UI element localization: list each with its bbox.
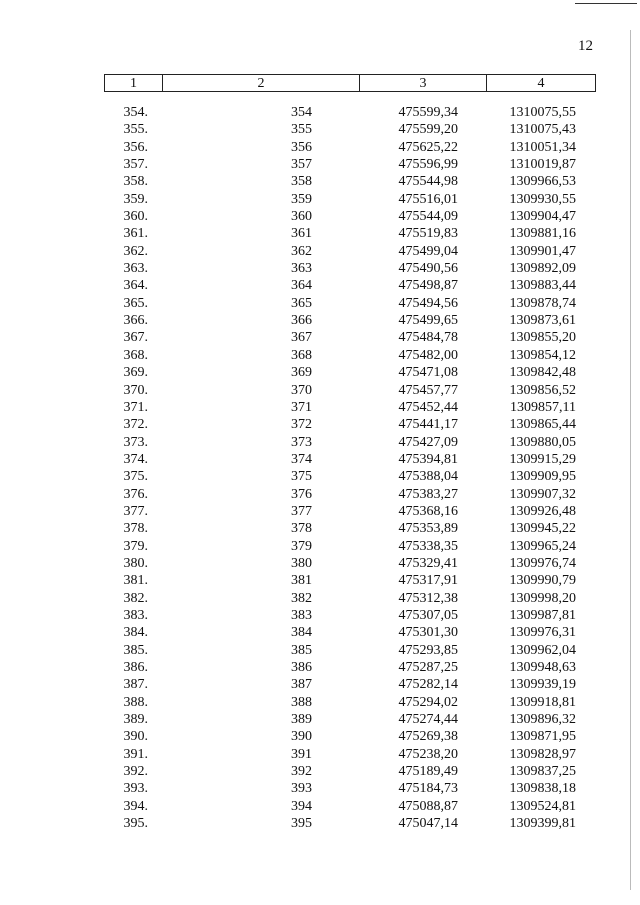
y-coordinate-cell: 1309918,81 — [509, 694, 576, 710]
row-number-cell: 395. — [123, 816, 148, 832]
point-id-cell: 385 — [291, 642, 312, 658]
row-number-cell: 379. — [123, 538, 148, 554]
point-id-cell: 367 — [291, 330, 312, 346]
x-coordinate-cell: 475388,04 — [398, 469, 458, 485]
table-row — [104, 572, 596, 589]
x-coordinate-cell: 475293,85 — [398, 642, 458, 658]
table-row — [104, 382, 596, 399]
table-row — [104, 312, 596, 329]
x-coordinate-cell: 475282,14 — [398, 677, 458, 693]
table-row — [104, 815, 596, 832]
table-row — [104, 520, 596, 537]
y-coordinate-cell: 1309865,44 — [509, 417, 576, 433]
x-coordinate-cell: 475394,81 — [398, 451, 458, 467]
row-number-cell: 365. — [123, 295, 148, 311]
point-id-cell: 358 — [291, 174, 312, 190]
row-number-cell: 363. — [123, 261, 148, 277]
table-row — [104, 434, 596, 451]
point-id-cell: 354 — [291, 105, 312, 120]
point-id-cell: 386 — [291, 660, 312, 675]
y-coordinate-cell: 1309930,55 — [509, 191, 576, 207]
row-number-cell: 369. — [123, 365, 148, 381]
x-coordinate-cell: 475441,17 — [398, 417, 458, 433]
y-coordinate-cell: 1309966,53 — [509, 174, 576, 190]
point-id-cell: 361 — [291, 226, 312, 242]
x-coordinate-cell: 475353,89 — [398, 521, 458, 537]
point-id-cell: 378 — [291, 521, 312, 537]
x-coordinate-cell: 475338,35 — [398, 538, 458, 554]
point-id-cell: 387 — [291, 677, 312, 693]
table-row — [104, 538, 596, 555]
point-id-cell: 393 — [291, 781, 312, 797]
y-coordinate-cell: 1309990,79 — [509, 573, 576, 589]
point-id-cell: 383 — [291, 607, 312, 623]
point-id-cell: 377 — [291, 503, 312, 519]
y-coordinate-cell: 1309962,04 — [509, 642, 576, 658]
row-number-cell: 387. — [123, 677, 148, 693]
x-coordinate-cell: 475317,91 — [398, 573, 458, 589]
top-rule — [575, 3, 637, 4]
row-number-cell: 380. — [123, 555, 148, 571]
row-number-cell: 388. — [123, 694, 148, 710]
y-coordinate-cell: 1309880,05 — [509, 434, 576, 450]
row-number-cell: 383. — [123, 607, 148, 623]
x-coordinate-cell: 475238,20 — [398, 746, 458, 762]
x-coordinate-cell: 475274,44 — [398, 712, 458, 728]
y-coordinate-cell: 1310075,55 — [509, 105, 576, 120]
table-row — [104, 555, 596, 572]
x-coordinate-cell: 475088,87 — [398, 798, 458, 814]
y-coordinate-cell: 1309838,18 — [509, 781, 576, 797]
y-coordinate-cell: 1309896,32 — [509, 712, 576, 728]
x-coordinate-cell: 475452,44 — [398, 399, 458, 415]
x-coordinate-cell: 475307,05 — [398, 607, 458, 623]
row-number-cell: 378. — [123, 521, 148, 537]
point-id-cell: 394 — [291, 798, 312, 814]
scan-edge-line — [630, 30, 631, 890]
y-coordinate-cell: 1309828,97 — [509, 746, 576, 762]
table-row — [104, 798, 596, 815]
y-coordinate-cell: 1309926,48 — [509, 503, 576, 519]
x-coordinate-cell: 475625,22 — [398, 139, 458, 155]
point-id-cell: 363 — [291, 261, 312, 277]
point-id-cell: 360 — [291, 209, 312, 225]
table-row — [104, 590, 596, 607]
y-coordinate-cell: 1309907,32 — [509, 486, 576, 502]
x-coordinate-cell: 475484,78 — [398, 330, 458, 346]
table-row — [104, 329, 596, 346]
point-id-cell: 356 — [291, 139, 312, 155]
x-coordinate-cell: 475457,77 — [398, 382, 458, 398]
table-row — [104, 694, 596, 711]
y-coordinate-cell: 1309842,48 — [509, 365, 576, 381]
table-row — [104, 486, 596, 503]
row-number-cell: 386. — [123, 660, 148, 675]
row-number-cell: 381. — [123, 573, 148, 589]
row-number-cell: 385. — [123, 642, 148, 658]
row-number-cell: 377. — [123, 503, 148, 519]
row-number-cell: 366. — [123, 313, 148, 329]
point-id-cell: 391 — [291, 746, 312, 762]
table-row — [104, 225, 596, 242]
x-coordinate-cell: 475596,99 — [398, 157, 458, 173]
point-id-cell: 384 — [291, 625, 312, 641]
y-coordinate-cell: 1309857,11 — [510, 399, 576, 415]
table-row — [104, 156, 596, 173]
x-coordinate-cell: 475499,65 — [398, 313, 458, 329]
y-coordinate-cell: 1309883,44 — [509, 278, 576, 294]
table-row — [104, 468, 596, 485]
point-id-cell: 392 — [291, 764, 312, 780]
x-coordinate-cell: 475519,83 — [398, 226, 458, 242]
y-coordinate-cell: 1309854,12 — [509, 347, 576, 363]
column-header-1: 1 — [105, 75, 163, 91]
y-coordinate-cell: 1310075,43 — [509, 122, 576, 138]
x-coordinate-cell: 475294,02 — [398, 694, 458, 710]
table-row — [104, 243, 596, 260]
x-coordinate-cell: 475368,16 — [398, 503, 458, 519]
y-coordinate-cell: 1309855,20 — [509, 330, 576, 346]
table-row — [104, 364, 596, 381]
table-row — [104, 191, 596, 208]
row-number-cell: 376. — [123, 486, 148, 502]
x-coordinate-cell: 475287,25 — [398, 660, 458, 675]
table-row — [104, 676, 596, 693]
point-id-cell: 368 — [291, 347, 312, 363]
point-id-cell: 374 — [291, 451, 312, 467]
row-number-cell: 382. — [123, 590, 148, 606]
y-coordinate-cell: 1309909,95 — [509, 469, 576, 485]
row-number-cell: 391. — [123, 746, 148, 762]
y-coordinate-cell: 1309976,31 — [509, 625, 576, 641]
page-number: 12 — [578, 38, 593, 54]
point-id-cell: 375 — [291, 469, 312, 485]
point-id-cell: 388 — [291, 694, 312, 710]
point-id-cell: 369 — [291, 365, 312, 381]
y-coordinate-cell: 1309524,81 — [509, 798, 576, 814]
table-row — [104, 260, 596, 277]
x-coordinate-cell: 475544,98 — [398, 174, 458, 190]
table-row — [104, 728, 596, 745]
row-number-cell: 372. — [123, 417, 148, 433]
x-coordinate-cell: 475047,14 — [398, 816, 458, 832]
point-id-cell: 373 — [291, 434, 312, 450]
point-id-cell: 370 — [291, 382, 312, 398]
table-row — [104, 208, 596, 225]
row-number-cell: 371. — [123, 399, 148, 415]
x-coordinate-cell: 475498,87 — [398, 278, 458, 294]
row-number-cell: 354. — [123, 105, 148, 120]
y-coordinate-cell: 1309939,19 — [509, 677, 576, 693]
row-number-cell: 375. — [123, 469, 148, 485]
table-row — [104, 277, 596, 294]
row-number-cell: 358. — [123, 174, 148, 190]
point-id-cell: 381 — [291, 573, 312, 589]
table-row — [104, 399, 596, 416]
table-row — [104, 104, 596, 121]
row-number-cell: 359. — [123, 191, 148, 207]
row-number-cell: 374. — [123, 451, 148, 467]
point-id-cell: 380 — [291, 555, 312, 571]
x-coordinate-cell: 475516,01 — [398, 191, 458, 207]
point-id-cell: 379 — [291, 538, 312, 554]
row-number-cell: 368. — [123, 347, 148, 363]
x-coordinate-cell: 475599,34 — [398, 105, 458, 120]
table-row — [104, 780, 596, 797]
y-coordinate-cell: 1310051,34 — [509, 139, 576, 155]
row-number-cell: 393. — [123, 781, 148, 797]
y-coordinate-cell: 1309399,81 — [509, 816, 576, 832]
y-coordinate-cell: 1309837,25 — [509, 764, 576, 780]
point-id-cell: 371 — [291, 399, 312, 415]
point-id-cell: 376 — [291, 486, 312, 502]
y-coordinate-cell: 1309856,52 — [509, 382, 576, 398]
table-body — [104, 104, 596, 832]
y-coordinate-cell: 1309948,63 — [509, 660, 576, 675]
y-coordinate-cell: 1309878,74 — [509, 295, 576, 311]
y-coordinate-cell: 1309881,16 — [509, 226, 576, 242]
table-row — [104, 121, 596, 138]
x-coordinate-cell: 475427,09 — [398, 434, 458, 450]
x-coordinate-cell: 475544,09 — [398, 209, 458, 225]
x-coordinate-cell: 475499,04 — [398, 243, 458, 259]
y-coordinate-cell: 1309998,20 — [509, 590, 576, 606]
y-coordinate-cell: 1309915,29 — [509, 451, 576, 467]
table-row — [104, 451, 596, 468]
row-number-cell: 360. — [123, 209, 148, 225]
row-number-cell: 370. — [123, 382, 148, 398]
point-id-cell: 390 — [291, 729, 312, 745]
row-number-cell: 356. — [123, 139, 148, 155]
row-number-cell: 389. — [123, 712, 148, 728]
point-id-cell: 362 — [291, 243, 312, 259]
y-coordinate-cell: 1310019,87 — [509, 157, 576, 173]
row-number-cell: 361. — [123, 226, 148, 242]
column-header-2: 2 — [163, 75, 360, 91]
row-number-cell: 390. — [123, 729, 148, 745]
y-coordinate-cell: 1309945,22 — [509, 521, 576, 537]
row-number-cell: 367. — [123, 330, 148, 346]
x-coordinate-cell: 475383,27 — [398, 486, 458, 502]
y-coordinate-cell: 1309871,95 — [509, 729, 576, 745]
y-coordinate-cell: 1309965,24 — [509, 538, 576, 554]
y-coordinate-cell: 1309873,61 — [509, 313, 576, 329]
y-coordinate-cell: 1309987,81 — [509, 607, 576, 623]
x-coordinate-cell: 475301,30 — [398, 625, 458, 641]
point-id-cell: 382 — [291, 590, 312, 606]
table-row — [104, 659, 596, 676]
x-coordinate-cell: 475269,38 — [398, 729, 458, 745]
row-number-cell: 362. — [123, 243, 148, 259]
point-id-cell: 364 — [291, 278, 312, 294]
x-coordinate-cell: 475494,56 — [398, 295, 458, 311]
x-coordinate-cell: 475490,56 — [398, 261, 458, 277]
row-number-cell: 373. — [123, 434, 148, 450]
table-row — [104, 295, 596, 312]
y-coordinate-cell: 1309901,47 — [509, 243, 576, 259]
table-row — [104, 503, 596, 520]
row-number-cell: 394. — [123, 798, 148, 814]
table-row — [104, 763, 596, 780]
table-row — [104, 416, 596, 433]
point-id-cell: 366 — [291, 313, 312, 329]
table-row — [104, 746, 596, 763]
row-number-cell: 357. — [123, 157, 148, 173]
point-id-cell: 355 — [291, 122, 312, 138]
column-header-4: 4 — [537, 76, 545, 91]
column-header-3: 3 — [360, 75, 487, 91]
point-id-cell: 357 — [291, 157, 312, 173]
table-row — [104, 711, 596, 728]
x-coordinate-cell: 475471,08 — [398, 365, 458, 381]
x-coordinate-cell: 475189,49 — [398, 764, 458, 780]
table-row — [104, 173, 596, 190]
point-id-cell: 359 — [291, 191, 312, 207]
y-coordinate-cell: 1309904,47 — [509, 209, 576, 225]
point-id-cell: 389 — [291, 712, 312, 728]
x-coordinate-cell: 475599,20 — [398, 122, 458, 138]
row-number-cell: 384. — [123, 625, 148, 641]
table-row — [104, 607, 596, 624]
point-id-cell: 395 — [291, 816, 312, 832]
table-header — [104, 74, 596, 92]
point-id-cell: 372 — [291, 417, 312, 433]
table-row — [104, 347, 596, 364]
y-coordinate-cell: 1309976,74 — [509, 555, 576, 571]
table-row — [104, 642, 596, 659]
x-coordinate-cell: 475482,00 — [398, 347, 458, 363]
x-coordinate-cell: 475312,38 — [398, 590, 458, 606]
point-id-cell: 365 — [291, 295, 312, 311]
row-number-cell: 364. — [123, 278, 148, 294]
y-coordinate-cell: 1309892,09 — [509, 261, 576, 277]
x-coordinate-cell: 475329,41 — [398, 555, 458, 571]
row-number-cell: 392. — [123, 764, 148, 780]
x-coordinate-cell: 475184,73 — [398, 781, 458, 797]
row-number-cell: 355. — [123, 122, 148, 138]
table-row — [104, 139, 596, 156]
table-row — [104, 624, 596, 641]
